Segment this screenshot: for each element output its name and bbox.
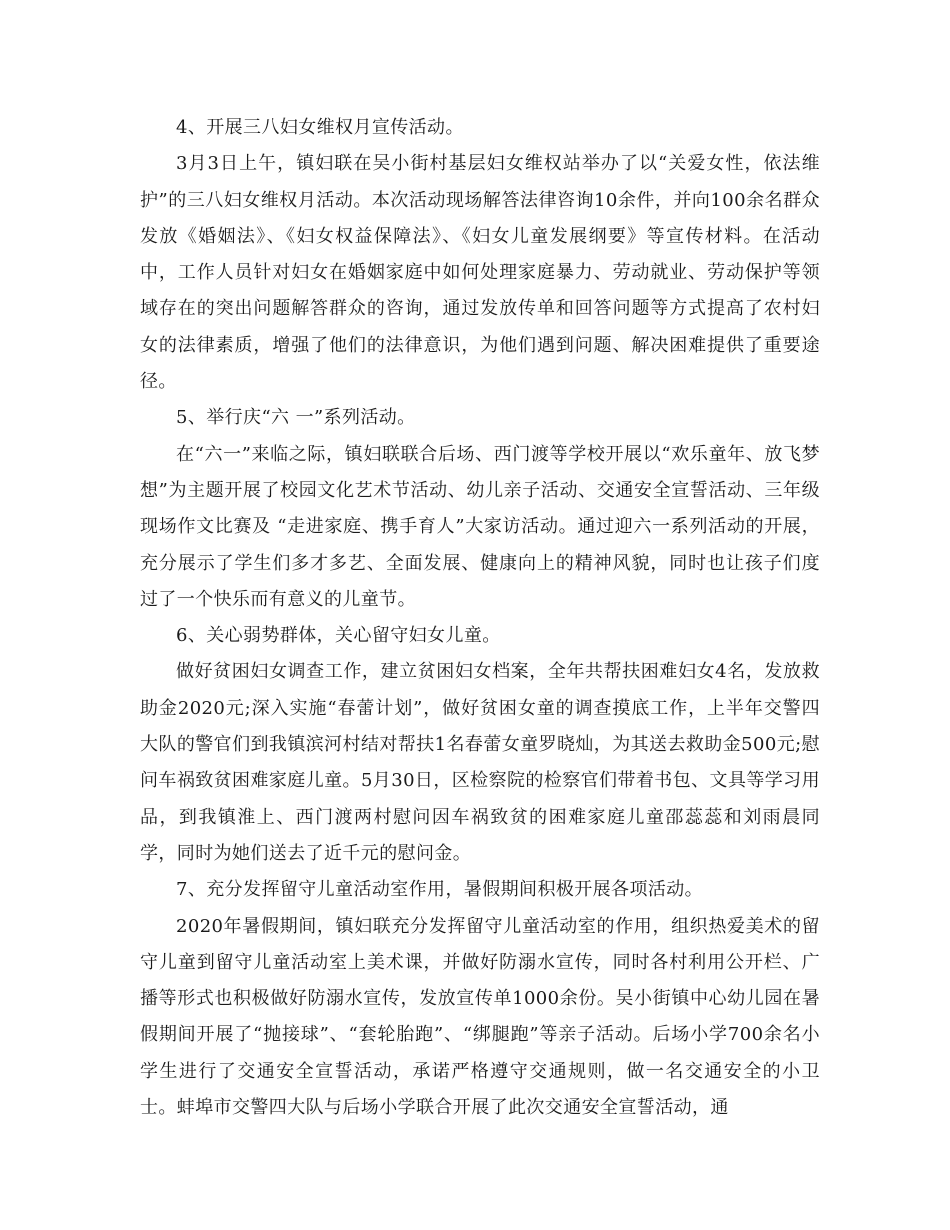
- heading-item-7: 7、充分发挥留守儿童活动室作用，暑假期间积极开展各项活动。: [176, 879, 704, 901]
- heading-item-6: 6、关心弱势群体，关心留守妇女儿童。: [176, 625, 501, 647]
- document-body: [140, 110, 820, 1126]
- paragraph-childrens-day: 在“六一”来临之际，镇妇联联合后场、西门渡等学校开展以“欢乐童年、放飞梦想”为主题开展了校园文化艺术节活动、幼儿亲子活动、交通安全宣誓活动、三年级现场作文比赛及 “走进家庭、携手育人”大家访活动。通过迎六一系列活动的开展，充分展示了学生们多才多艺、全面发展、健康向上的精神风貌，同时也让孩子们度过了一个快乐而有意义的儿童节。: [140, 443, 820, 610]
- paragraph-vulnerable-groups: 做好贫困妇女调查工作，建立贫困妇女档案，全年共帮扶困难妇女4名，发放救助金2020元;深入实施“春蕾计划”，做好贫困女童的调查摸底工作，上半年交警四大队的警官们到我镇滨河村结对帮扶1名春蕾女童罗晓灿，为其送去救助金500元;慰问车祸致贫困难家庭儿童。5月30日，区检察院的检察官们带着书包、文具等学习用品，到我镇淮上、西门渡两村慰问因车祸致贫的困难家庭儿童邵蕊蕊和刘雨晨同学，同时为她们送去了近千元的慰问金。: [140, 661, 820, 864]
- heading-item-5: 5、举行庆“六 一”系列活动。: [176, 407, 416, 429]
- heading-item-4: 4、开展三八妇女维权月宣传活动。: [176, 117, 464, 138]
- paragraph-summer-activities: 2020年暑假期间，镇妇联充分发挥留守儿童活动室的作用，组织热爱美术的留守儿童到留守儿童活动室上美术课，并做好防溺水宣传，同时各村利用公开栏、广播等形式也积极做好防溺水宣传，发放宣传单1000余份。吴小街镇中心幼儿园在暑假期间开展了“抛接球”、“套轮胎跑”、“绑腿跑”等亲子活动。后场小学700余名小学生进行了交通安全宣誓活动，承诺严格遵守交通规则，做一名交通安全的小卫士。蚌埠市交警四大队与后场小学联合开展了此次交通安全宣誓活动，通: [140, 915, 820, 1119]
- paragraph-womens-rights: 3月3日上午，镇妇联在吴小街村基层妇女维权站举办了以“关爱女性，依法维护”的三八妇女维权月活动。本次活动现场解答法律咨询10余件，并向100余名群众发放《婚姻法》、《妇女权益保障法》、《妇女儿童发展纲要》等宣传材料。在活动中，工作人员针对妇女在婚姻家庭中如何处理家庭暴力、劳动就业、劳动保护等领域存在的突出问题解答群众的咨询，通过发放传单和回答问题等方式提高了农村妇女的法律素质，增强了他们的法律意识，为他们遇到问题、解决困难提供了重要途径。: [140, 153, 820, 393]
